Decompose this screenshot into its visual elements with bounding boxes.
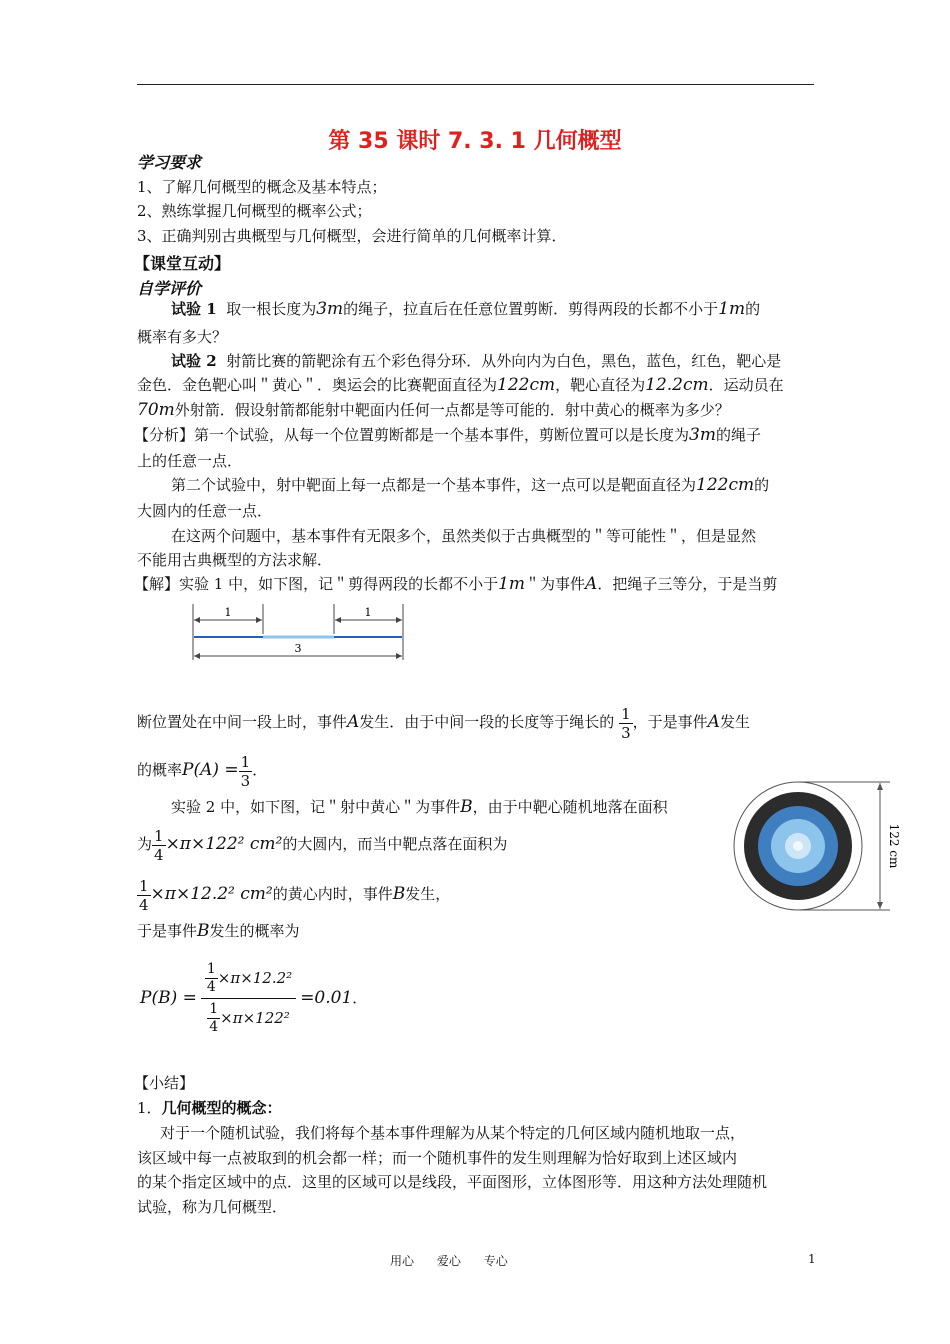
summary-line2: 该区域中每一点被取到的机会都一样；而一个随机事件的发生则理解为恰好取到上述区域内	[137, 1149, 738, 1167]
analysis-line1: 【分析】第一个试验，从每一个位置剪断都是一个基本事件，剪断位置可以是长度为3m的绳子	[134, 425, 761, 445]
target-diagram	[730, 778, 910, 914]
section-self-eval: 自学评价	[137, 279, 202, 298]
page-title: 第 35 课时 7. 3. 1 几何概型	[328, 129, 622, 154]
summary-line4: 试验，称为几何概型．	[137, 1198, 288, 1216]
section-study-requirements: 学习要求	[137, 153, 202, 172]
section-summary: 【小结】	[134, 1074, 195, 1092]
solution-line1: 【解】实验 1 中，如下图，记＂剪得两段的长都不小于1m＂为事件A．把绳子三等分，于是当剪	[134, 574, 778, 594]
exp1-line1: 试验 1 取一根长度为3m的绳子，拉直后在任意位置剪断．剪得两段的长都不小于1m的	[171, 299, 761, 319]
rope-seg2-label: 1	[364, 606, 372, 619]
rope-diagram	[188, 598, 410, 666]
analysis-line4: 大圆内的任意一点．	[137, 502, 273, 520]
summary-line1: 对于一个随机试验，我们将每个基本事件理解为从某个特定的几何区域内随机地取一点，	[160, 1124, 746, 1142]
requirement-3: 3、正确判别古典概型与几何概型，会进行简单的几何概率计算．	[137, 227, 567, 245]
requirement-1: 1、了解几何概型的概念及基本特点；	[137, 178, 387, 196]
solution-line6: $\frac{1}{4}$ ×π×12.2² cm²的黄心内时，事件B发生，	[139, 876, 451, 914]
exp2-line1: 试验 2 射箭比赛的箭靶涂有五个彩色得分环．从外向内为白色，黑色，蓝色，红色，靶心是	[171, 352, 782, 370]
footer-motto: 用心 爱心 专心	[390, 1254, 508, 1268]
analysis-line3: 第二个试验中，射中靶面上每一点都是一个基本事件，这一点可以是靶面直径为122cm的	[171, 475, 770, 495]
fraction-quarter: $\frac{1}{4}$	[154, 826, 164, 864]
exp2-line2: 金色．金色靶心叫＂黄心＂．奥运会的比赛靶面直径为122cm，靶心直径为12.2cm．运动员在	[137, 375, 784, 395]
solution-line4: 实验 2 中，如下图，记＂射中黄心＂为事件B，由于中靶心随机地落在面积	[171, 797, 668, 817]
solution-line5: 为 $\frac{1}{4}$ ×π×122² cm²的大圆内，而当中靶点落在面积为	[137, 826, 508, 864]
requirement-2: 2、熟练掌握几何概型的概率公式；	[137, 202, 372, 220]
pb-formula: P(B) = $\frac{1}{4}$ ×π×12.2² $\frac{1}{4}$ ×π×122² =0.01 ．	[140, 960, 368, 1035]
section-classroom: 【课堂互动】	[134, 254, 231, 273]
fraction-one-third: $\frac{1}{3}$	[621, 704, 631, 742]
fraction-quarter-2: $\frac{1}{4}$	[139, 876, 149, 914]
rope-total-label: 3	[294, 642, 302, 655]
solution-line7: 于是事件B发生的概率为	[137, 921, 300, 941]
exp2-line3: 70m外射箭．假设射箭都能射中靶面内任何一点都是等可能的．射中黄心的概率为多少？	[137, 400, 730, 420]
target-diameter-label: 122 cm	[887, 823, 901, 869]
exp1-line2: 概率有多大？	[137, 328, 228, 346]
header-rule	[137, 84, 814, 85]
page-number: 1	[808, 1252, 816, 1266]
summary-heading: 1．几何概型的概念：	[137, 1099, 282, 1117]
solution-line3: 的概率P(A) = $\frac{1}{3}$ ．	[137, 752, 268, 790]
analysis-line6: 不能用古典概型的方法求解．	[137, 551, 333, 569]
analysis-line5: 在这两个问题中，基本事件有无限多个，虽然类似于古典概型的＂等可能性＂，但是显然	[171, 527, 757, 545]
summary-line3: 的某个指定区域中的点．这里的区域可以是线段，平面图形，立体图形等．用这种方法处理随机	[137, 1173, 768, 1191]
rope-seg1-label: 1	[224, 606, 232, 619]
fraction-pa: $\frac{1}{3}$	[240, 752, 251, 790]
solution-line2: 断位置处在中间一段上时，事件A发生．由于中间一段的长度等于绳长的 $\frac{1}{3}$ ，于是事件A发生	[137, 704, 750, 742]
analysis-line2: 上的任意一点．	[137, 452, 243, 470]
